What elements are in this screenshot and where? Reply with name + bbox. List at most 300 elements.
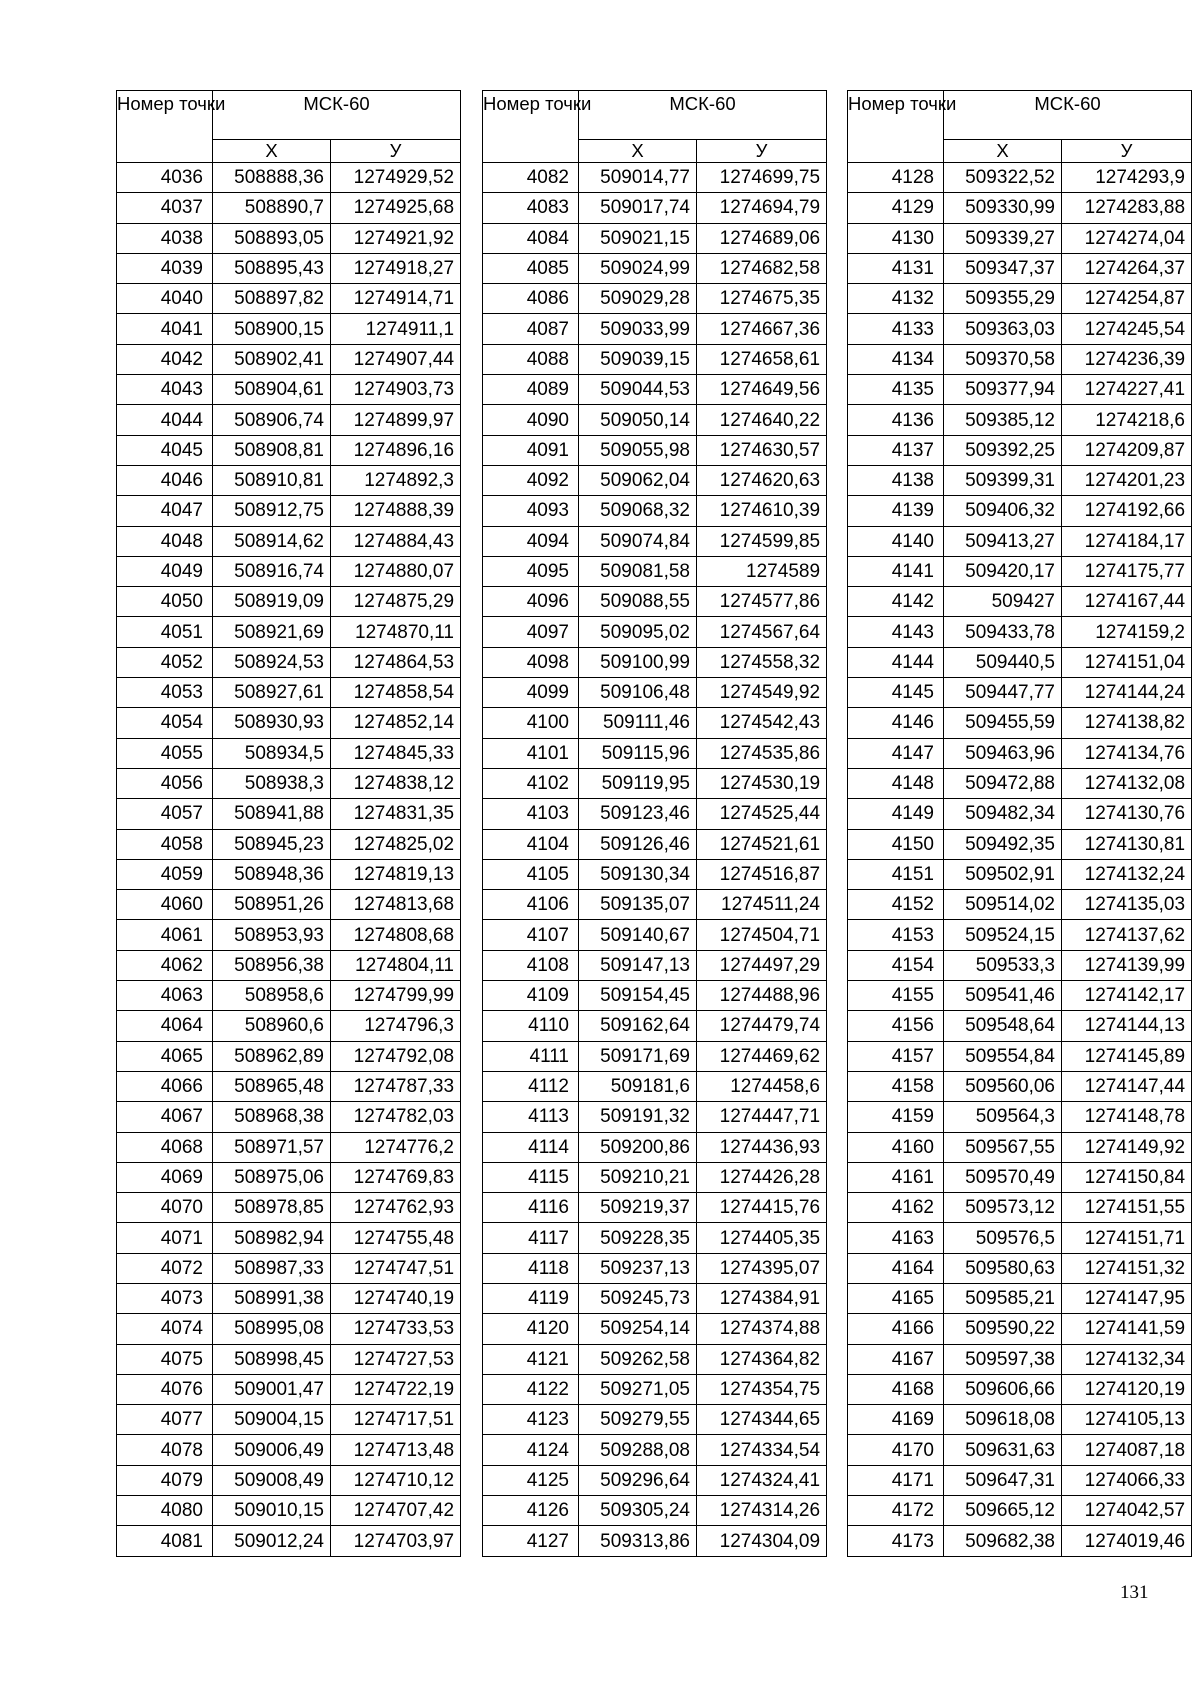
point-number-cell: 4171: [848, 1465, 944, 1495]
y-coordinate-cell: 1274283,88: [1062, 193, 1192, 223]
point-number-cell: 4071: [117, 1223, 213, 1253]
point-number-cell: 4142: [848, 587, 944, 617]
point-number-cell: 4087: [483, 314, 579, 344]
y-coordinate-cell: 1274689,06: [697, 223, 827, 253]
point-number-cell: 4114: [483, 1132, 579, 1162]
x-coordinate-cell: 509665,12: [944, 1496, 1062, 1526]
y-coordinate-cell: 1274516,87: [697, 859, 827, 889]
y-coordinate-cell: 1274769,83: [331, 1162, 461, 1192]
x-coordinate-cell: 509262,58: [579, 1344, 697, 1374]
x-coordinate-cell: 509219,37: [579, 1193, 697, 1223]
table-row: [117, 1223, 461, 1253]
table-row: [848, 405, 1192, 435]
table-row: [848, 1344, 1192, 1374]
table-row: [483, 1283, 827, 1313]
point-number-header: Номер точки: [483, 91, 579, 163]
table-row: [483, 1071, 827, 1101]
x-coordinate-cell: 508971,57: [213, 1132, 331, 1162]
point-number-cell: 4126: [483, 1496, 579, 1526]
point-number-cell: 4132: [848, 284, 944, 314]
table-row: [117, 496, 461, 526]
point-number-cell: 4074: [117, 1314, 213, 1344]
point-number-cell: 4167: [848, 1344, 944, 1374]
table-row: [117, 1405, 461, 1435]
x-coordinate-cell: 509010,15: [213, 1496, 331, 1526]
y-coordinate-cell: 1274530,19: [697, 768, 827, 798]
y-coordinate-cell: 1274344,65: [697, 1405, 827, 1435]
table-row: [117, 1526, 461, 1556]
y-coordinate-cell: 1274713,48: [331, 1435, 461, 1465]
y-coordinate-cell: 1274479,74: [697, 1011, 827, 1041]
point-number-cell: 4051: [117, 617, 213, 647]
x-coordinate-cell: 508914,62: [213, 526, 331, 556]
point-number-cell: 4137: [848, 435, 944, 465]
point-number-cell: 4081: [117, 1526, 213, 1556]
x-coordinate-cell: 508975,06: [213, 1162, 331, 1192]
x-coordinate-cell: 509533,3: [944, 950, 1062, 980]
y-coordinate-cell: 1274831,35: [331, 799, 461, 829]
x-coordinate-cell: 509055,98: [579, 435, 697, 465]
point-number-cell: 4055: [117, 738, 213, 768]
point-number-cell: 4152: [848, 890, 944, 920]
point-number-cell: 4127: [483, 1526, 579, 1556]
y-coordinate-cell: 1274488,96: [697, 981, 827, 1011]
point-number-cell: 4111: [483, 1041, 579, 1071]
y-coordinate-cell: 1274599,85: [697, 526, 827, 556]
table-row: [483, 223, 827, 253]
point-number-cell: 4170: [848, 1435, 944, 1465]
x-coordinate-cell: 508987,33: [213, 1253, 331, 1283]
table-row: [848, 375, 1192, 405]
x-coordinate-cell: 509455,59: [944, 708, 1062, 738]
table-row: [483, 344, 827, 374]
x-coordinate-cell: 509370,58: [944, 344, 1062, 374]
x-coordinate-cell: 509573,12: [944, 1193, 1062, 1223]
table-row: [117, 1314, 461, 1344]
x-coordinate-cell: 509147,13: [579, 950, 697, 980]
y-coordinate-cell: 1274929,52: [331, 163, 461, 193]
table-row: [117, 1374, 461, 1404]
point-number-cell: 4039: [117, 253, 213, 283]
point-number-cell: 4073: [117, 1283, 213, 1313]
table-body: [848, 163, 1192, 1557]
y-coordinate-cell: 1274447,71: [697, 1102, 827, 1132]
table-row: [848, 981, 1192, 1011]
table-row: [117, 1435, 461, 1465]
x-coordinate-cell: 509068,32: [579, 496, 697, 526]
x-coordinate-cell: 508927,61: [213, 678, 331, 708]
coordinate-system-header: МСК-60: [579, 91, 827, 140]
y-coordinate-cell: 1274903,73: [331, 375, 461, 405]
x-column-header: Х: [944, 140, 1062, 163]
y-coordinate-cell: 1274426,28: [697, 1162, 827, 1192]
x-coordinate-cell: 509171,69: [579, 1041, 697, 1071]
x-coordinate-cell: 509008,49: [213, 1465, 331, 1495]
table-row: [848, 647, 1192, 677]
x-coordinate-cell: 508895,43: [213, 253, 331, 283]
point-number-cell: 4095: [483, 556, 579, 586]
point-number-cell: 4122: [483, 1374, 579, 1404]
y-coordinate-cell: 1274875,29: [331, 587, 461, 617]
table-row: [848, 465, 1192, 495]
point-number-cell: 4148: [848, 768, 944, 798]
table-row: [117, 526, 461, 556]
y-coordinate-cell: 1274147,44: [1062, 1071, 1192, 1101]
table-row: [848, 344, 1192, 374]
x-coordinate-cell: 508960,6: [213, 1011, 331, 1041]
x-coordinate-cell: 509618,08: [944, 1405, 1062, 1435]
coordinate-system-header: МСК-60: [944, 91, 1192, 140]
point-number-cell: 4083: [483, 193, 579, 223]
y-coordinate-cell: 1274384,91: [697, 1283, 827, 1313]
point-number-cell: 4107: [483, 920, 579, 950]
point-number-cell: 4085: [483, 253, 579, 283]
table-row: [117, 253, 461, 283]
table-row: [848, 678, 1192, 708]
point-number-cell: 4092: [483, 465, 579, 495]
table-row: [117, 1193, 461, 1223]
table-row: [848, 708, 1192, 738]
y-coordinate-cell: 1274139,99: [1062, 950, 1192, 980]
x-coordinate-cell: 508919,09: [213, 587, 331, 617]
point-number-cell: 4043: [117, 375, 213, 405]
y-coordinate-cell: 1274892,3: [331, 465, 461, 495]
point-number-cell: 4121: [483, 1344, 579, 1374]
y-coordinate-cell: 1274667,36: [697, 314, 827, 344]
x-coordinate-cell: 509567,55: [944, 1132, 1062, 1162]
table-row: [483, 859, 827, 889]
y-coordinate-cell: 1274504,71: [697, 920, 827, 950]
table-row: [848, 1283, 1192, 1313]
point-number-cell: 4154: [848, 950, 944, 980]
point-number-cell: 4042: [117, 344, 213, 374]
y-coordinate-cell: 1274145,89: [1062, 1041, 1192, 1071]
y-coordinate-cell: 1274175,77: [1062, 556, 1192, 586]
y-coordinate-cell: 1274132,24: [1062, 859, 1192, 889]
table-row: [117, 708, 461, 738]
y-coordinate-cell: 1274914,71: [331, 284, 461, 314]
point-number-cell: 4161: [848, 1162, 944, 1192]
table-row: [117, 768, 461, 798]
x-coordinate-cell: 509420,17: [944, 556, 1062, 586]
y-coordinate-cell: 1274899,97: [331, 405, 461, 435]
y-coordinate-cell: 1274293,9: [1062, 163, 1192, 193]
point-number-cell: 4158: [848, 1071, 944, 1101]
y-coordinate-cell: 1274558,32: [697, 647, 827, 677]
y-coordinate-cell: 1274511,24: [697, 890, 827, 920]
table-row: [483, 587, 827, 617]
table-row: [117, 859, 461, 889]
x-coordinate-cell: 508948,36: [213, 859, 331, 889]
x-coordinate-cell: 509313,86: [579, 1526, 697, 1556]
x-coordinate-cell: 509074,84: [579, 526, 697, 556]
table-row: [117, 829, 461, 859]
x-column-header: Х: [213, 140, 331, 163]
point-number-cell: 4078: [117, 1435, 213, 1465]
point-number-cell: 4134: [848, 344, 944, 374]
y-coordinate-cell: 1274066,33: [1062, 1465, 1192, 1495]
y-coordinate-cell: 1274374,88: [697, 1314, 827, 1344]
y-coordinate-cell: 1274799,99: [331, 981, 461, 1011]
table-row: [848, 1435, 1192, 1465]
y-coordinate-cell: 1274845,33: [331, 738, 461, 768]
y-coordinate-cell: 1274236,39: [1062, 344, 1192, 374]
point-number-cell: 4056: [117, 768, 213, 798]
y-coordinate-cell: 1274120,19: [1062, 1374, 1192, 1404]
point-number-cell: 4104: [483, 829, 579, 859]
point-number-cell: 4146: [848, 708, 944, 738]
y-column-header: У: [1062, 140, 1192, 163]
table-row: [483, 1496, 827, 1526]
point-number-cell: 4069: [117, 1162, 213, 1192]
x-coordinate-cell: 509162,64: [579, 1011, 697, 1041]
point-number-cell: 4098: [483, 647, 579, 677]
table-row: [117, 435, 461, 465]
x-coordinate-cell: 509254,14: [579, 1314, 697, 1344]
point-number-cell: 4164: [848, 1253, 944, 1283]
y-coordinate-cell: 1274567,64: [697, 617, 827, 647]
table-row: [483, 163, 827, 193]
x-coordinate-cell: 508991,38: [213, 1283, 331, 1313]
table-row: [483, 1526, 827, 1556]
table-row: [848, 163, 1192, 193]
y-coordinate-cell: 1274497,29: [697, 950, 827, 980]
y-coordinate-cell: 1274019,46: [1062, 1526, 1192, 1556]
y-coordinate-cell: 1274150,84: [1062, 1162, 1192, 1192]
y-coordinate-cell: 1274852,14: [331, 708, 461, 738]
y-coordinate-cell: 1274819,13: [331, 859, 461, 889]
y-coordinate-cell: 1274087,18: [1062, 1435, 1192, 1465]
point-number-cell: 4118: [483, 1253, 579, 1283]
y-coordinate-cell: 1274858,54: [331, 678, 461, 708]
x-coordinate-cell: 509126,46: [579, 829, 697, 859]
point-number-cell: 4049: [117, 556, 213, 586]
point-number-cell: 4116: [483, 1193, 579, 1223]
x-coordinate-cell: 509006,49: [213, 1435, 331, 1465]
point-number-cell: 4109: [483, 981, 579, 1011]
point-number-cell: 4077: [117, 1405, 213, 1435]
x-coordinate-cell: 509228,35: [579, 1223, 697, 1253]
x-coordinate-cell: 508934,5: [213, 738, 331, 768]
table-row: [483, 920, 827, 950]
y-column-header: У: [331, 140, 461, 163]
point-number-cell: 4123: [483, 1405, 579, 1435]
x-coordinate-cell: 509548,64: [944, 1011, 1062, 1041]
y-coordinate-cell: 1274710,12: [331, 1465, 461, 1495]
point-number-cell: 4053: [117, 678, 213, 708]
point-number-cell: 4133: [848, 314, 944, 344]
point-number-cell: 4076: [117, 1374, 213, 1404]
x-coordinate-cell: 509062,04: [579, 465, 697, 495]
y-coordinate-cell: 1274838,12: [331, 768, 461, 798]
y-coordinate-cell: 1274274,04: [1062, 223, 1192, 253]
table-row: [848, 799, 1192, 829]
y-coordinate-cell: 1274804,11: [331, 950, 461, 980]
x-coordinate-cell: 509564,3: [944, 1102, 1062, 1132]
table-row: [117, 981, 461, 1011]
y-coordinate-cell: 1274105,13: [1062, 1405, 1192, 1435]
table-row: [483, 678, 827, 708]
point-number-cell: 4075: [117, 1344, 213, 1374]
y-coordinate-cell: 1274610,39: [697, 496, 827, 526]
table-row: [117, 738, 461, 768]
table-row: [117, 344, 461, 374]
x-coordinate-cell: 509355,29: [944, 284, 1062, 314]
y-coordinate-cell: 1274911,1: [331, 314, 461, 344]
y-coordinate-cell: 1274137,62: [1062, 920, 1192, 950]
y-coordinate-cell: 1274138,82: [1062, 708, 1192, 738]
point-number-cell: 4150: [848, 829, 944, 859]
y-coordinate-cell: 1274192,66: [1062, 496, 1192, 526]
x-coordinate-cell: 509377,94: [944, 375, 1062, 405]
table-row: [117, 1102, 461, 1132]
table-row: [117, 1253, 461, 1283]
y-coordinate-cell: 1274354,75: [697, 1374, 827, 1404]
table-row: [848, 1374, 1192, 1404]
x-coordinate-cell: 508912,75: [213, 496, 331, 526]
y-coordinate-cell: 1274144,13: [1062, 1011, 1192, 1041]
point-number-cell: 4156: [848, 1011, 944, 1041]
table-row: [483, 1223, 827, 1253]
x-coordinate-cell: 509210,21: [579, 1162, 697, 1192]
point-number-cell: 4067: [117, 1102, 213, 1132]
table-row: [117, 617, 461, 647]
point-number-cell: 4080: [117, 1496, 213, 1526]
table-row: [483, 465, 827, 495]
x-coordinate-cell: 509427: [944, 587, 1062, 617]
table-row: [117, 375, 461, 405]
x-coordinate-cell: 509123,46: [579, 799, 697, 829]
y-coordinate-cell: 1274436,93: [697, 1132, 827, 1162]
table-row: [483, 768, 827, 798]
y-coordinate-cell: 1274884,43: [331, 526, 461, 556]
y-coordinate-cell: 1274521,61: [697, 829, 827, 859]
table-row: [848, 284, 1192, 314]
point-number-cell: 4059: [117, 859, 213, 889]
point-number-cell: 4058: [117, 829, 213, 859]
x-coordinate-cell: 509399,31: [944, 465, 1062, 495]
table-row: [848, 1465, 1192, 1495]
point-number-cell: 4057: [117, 799, 213, 829]
x-coordinate-cell: 509347,37: [944, 253, 1062, 283]
table-row: [848, 1253, 1192, 1283]
y-coordinate-cell: 1274870,11: [331, 617, 461, 647]
table-row: [117, 1283, 461, 1313]
coordinate-table-2: [482, 90, 827, 1557]
table-row: [483, 435, 827, 465]
x-coordinate-cell: 508998,45: [213, 1344, 331, 1374]
table-row: [483, 253, 827, 283]
x-coordinate-cell: 509363,03: [944, 314, 1062, 344]
table-row: [483, 375, 827, 405]
x-coordinate-cell: 509033,99: [579, 314, 697, 344]
coordinate-system-header: МСК-60: [213, 91, 461, 140]
table-row: [483, 950, 827, 980]
point-number-cell: 4084: [483, 223, 579, 253]
point-number-cell: 4124: [483, 1435, 579, 1465]
x-coordinate-cell: 509014,77: [579, 163, 697, 193]
x-coordinate-cell: 509413,27: [944, 526, 1062, 556]
table-row: [848, 950, 1192, 980]
table-row: [483, 1374, 827, 1404]
y-coordinate-cell: 1274148,78: [1062, 1102, 1192, 1132]
x-coordinate-cell: 509339,27: [944, 223, 1062, 253]
table-row: [848, 193, 1192, 223]
table-row: [483, 829, 827, 859]
x-coordinate-cell: 508953,93: [213, 920, 331, 950]
page-number: 131: [1120, 1582, 1149, 1603]
y-coordinate-cell: 1274264,37: [1062, 253, 1192, 283]
table-row: [848, 1405, 1192, 1435]
table-row: [117, 920, 461, 950]
y-coordinate-cell: 1274405,35: [697, 1223, 827, 1253]
y-coordinate-cell: 1274630,57: [697, 435, 827, 465]
table-row: [483, 1193, 827, 1223]
x-coordinate-cell: 508951,26: [213, 890, 331, 920]
point-number-cell: 4160: [848, 1132, 944, 1162]
x-coordinate-cell: 508982,94: [213, 1223, 331, 1253]
point-number-cell: 4162: [848, 1193, 944, 1223]
point-number-cell: 4048: [117, 526, 213, 556]
y-coordinate-cell: 1274364,82: [697, 1344, 827, 1374]
table-row: [117, 1162, 461, 1192]
y-coordinate-cell: 1274896,16: [331, 435, 461, 465]
table-row: [483, 1132, 827, 1162]
point-number-cell: 4040: [117, 284, 213, 314]
table-row: [117, 1465, 461, 1495]
point-number-cell: 4110: [483, 1011, 579, 1041]
table-row: [117, 1132, 461, 1162]
y-coordinate-cell: 1274525,44: [697, 799, 827, 829]
x-coordinate-cell: 509119,95: [579, 768, 697, 798]
table-row: [483, 496, 827, 526]
x-coordinate-cell: 509181,6: [579, 1071, 697, 1101]
y-coordinate-cell: 1274762,93: [331, 1193, 461, 1223]
x-coordinate-cell: 509597,38: [944, 1344, 1062, 1374]
table-row: [848, 829, 1192, 859]
table-row: [117, 1041, 461, 1071]
point-number-cell: 4120: [483, 1314, 579, 1344]
point-number-cell: 4153: [848, 920, 944, 950]
y-coordinate-cell: 1274159,2: [1062, 617, 1192, 647]
point-number-cell: 4173: [848, 1526, 944, 1556]
table-row: [848, 1071, 1192, 1101]
table-row: [848, 1496, 1192, 1526]
y-coordinate-cell: 1274776,2: [331, 1132, 461, 1162]
point-number-cell: 4141: [848, 556, 944, 586]
point-number-cell: 4082: [483, 163, 579, 193]
table-row: [848, 1011, 1192, 1041]
x-coordinate-cell: 509682,38: [944, 1526, 1062, 1556]
point-number-cell: 4047: [117, 496, 213, 526]
point-number-cell: 4038: [117, 223, 213, 253]
point-number-cell: 4099: [483, 678, 579, 708]
x-coordinate-cell: 509021,15: [579, 223, 697, 253]
x-coordinate-cell: 509322,52: [944, 163, 1062, 193]
y-coordinate-cell: 1274167,44: [1062, 587, 1192, 617]
x-coordinate-cell: 509001,47: [213, 1374, 331, 1404]
table-row: [117, 556, 461, 586]
y-coordinate-cell: 1274132,34: [1062, 1344, 1192, 1374]
y-coordinate-cell: 1274703,97: [331, 1526, 461, 1556]
point-number-cell: 4106: [483, 890, 579, 920]
table-row: [483, 1314, 827, 1344]
point-number-cell: 4166: [848, 1314, 944, 1344]
x-coordinate-cell: 509580,63: [944, 1253, 1062, 1283]
y-coordinate-cell: 1274918,27: [331, 253, 461, 283]
x-coordinate-cell: 509524,15: [944, 920, 1062, 950]
y-coordinate-cell: 1274796,3: [331, 1011, 461, 1041]
